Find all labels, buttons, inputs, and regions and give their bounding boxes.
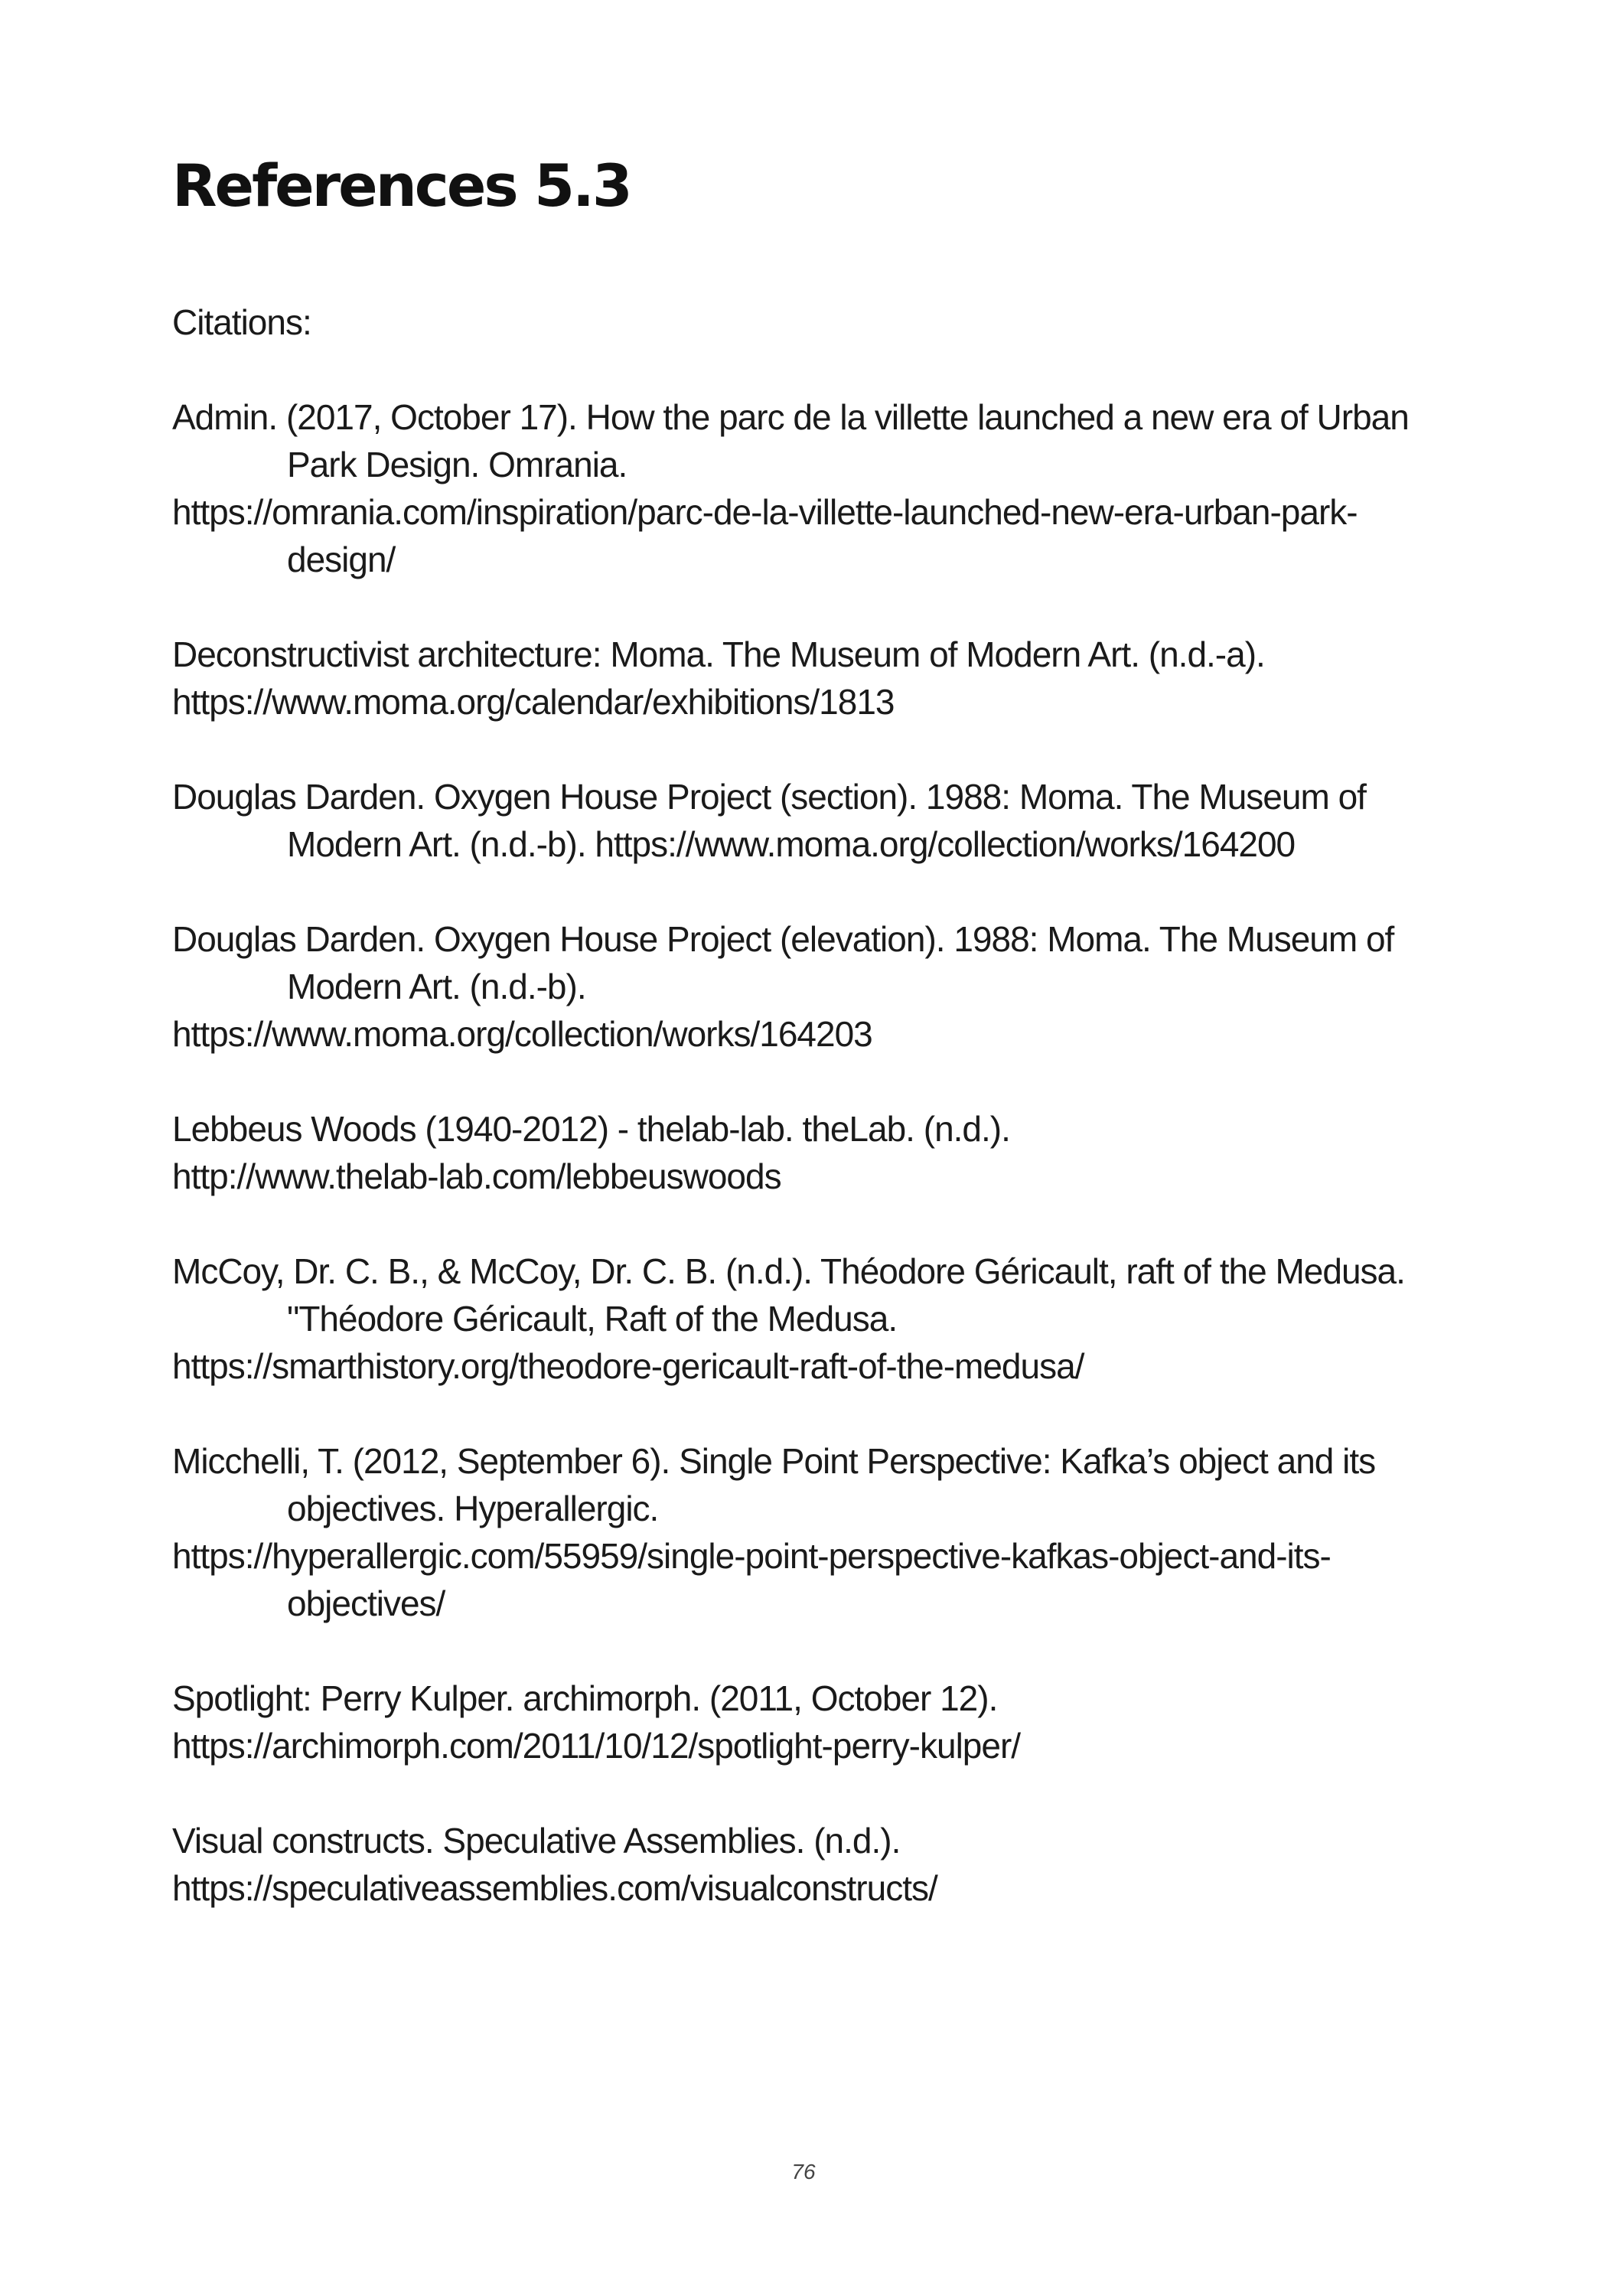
- citations-label: Citations:: [172, 302, 311, 342]
- reference-list: [172, 393, 1442, 1959]
- reference-entry: [172, 1247, 1442, 1390]
- page-title: References 5.3: [172, 152, 631, 220]
- reference-url[interactable]: https://www.moma.org/calendar/exhibitions/1813: [172, 682, 895, 722]
- page-number: 76: [791, 2160, 816, 2183]
- reference-text: Admin. (2017, October 17). How the parc de la villette launched a new era of Urban Park Design. Omrania.: [172, 397, 1409, 484]
- reference-entry: [172, 1105, 1442, 1200]
- reference-url[interactable]: https://hyperallergic.com/55959/single-point-perspective-kafkas-object-and-its-objectives/: [172, 1536, 1331, 1623]
- reference-url[interactable]: https://www.moma.org/collection/works/164203: [172, 1014, 872, 1054]
- reference-url[interactable]: https://omrania.com/inspiration/parc-de-la-villette-launched-new-era-urban-park-design/: [172, 492, 1358, 579]
- reference-entry: [172, 773, 1442, 868]
- reference-entry: [172, 915, 1442, 1058]
- reference-text: Douglas Darden. Oxygen House Project (elevation). 1988: Moma. The Museum of Modern Art. (n.d.-b).: [172, 919, 1394, 1006]
- reference-text: Micchelli, T. (2012, September 6). Single Point Perspective: Kafka’s object and its objectives. Hyperallergic.: [172, 1441, 1376, 1528]
- reference-url[interactable]: https://smarthistory.org/theodore-gericault-raft-of-the-medusa/: [172, 1346, 1084, 1386]
- reference-url[interactable]: http://www.thelab-lab.com/lebbeuswoods: [172, 1156, 781, 1196]
- reference-entry: [172, 1817, 1442, 1912]
- reference-url[interactable]: https://archimorph.com/2011/10/12/spotlight-perry-kulper/: [172, 1726, 1021, 1766]
- reference-text: Spotlight: Perry Kulper. archimorph. (2011, October 12).: [172, 1678, 998, 1718]
- reference-text: Lebbeus Woods (1940-2012) - thelab-lab. theLab. (n.d.).: [172, 1109, 1010, 1149]
- reference-text: Deconstructivist architecture: Moma. The Museum of Modern Art. (n.d.-a).: [172, 634, 1265, 674]
- reference-entry: [172, 1437, 1442, 1627]
- reference-url[interactable]: https://speculativeassemblies.com/visualconstructs/: [172, 1868, 937, 1908]
- reference-text: Douglas Darden. Oxygen House Project (section). 1988: Moma. The Museum of Modern Art. (n.d.-b). https://www.moma.org/collection/works/164200: [172, 777, 1366, 864]
- reference-entry: [172, 631, 1442, 726]
- reference-entry: [172, 1675, 1442, 1769]
- reference-text: McCoy, Dr. C. B., & McCoy, Dr. C. B. (n.d.). Théodore Géricault, raft of the Medusa. "Théodore Géricault, Raft of the Medusa.: [172, 1251, 1405, 1339]
- reference-text: Visual constructs. Speculative Assemblies. (n.d.).: [172, 1821, 901, 1861]
- reference-entry: [172, 393, 1442, 583]
